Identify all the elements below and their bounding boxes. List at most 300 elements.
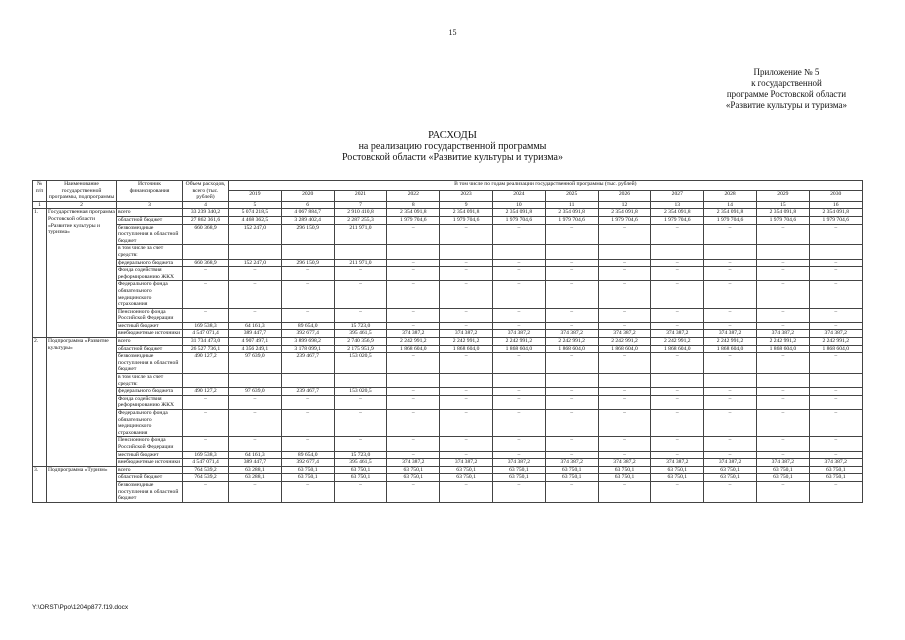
year-value-cell: 63 750,1 (809, 466, 862, 474)
year-value-cell: – (598, 267, 651, 281)
year-value-cell: – (334, 481, 387, 502)
section-number: 3. (33, 466, 47, 502)
total-cell: 169 538,3 (183, 451, 229, 459)
year-value-cell: 1 979 704,6 (651, 216, 704, 224)
year-value-cell: 4 356 249,1 (229, 345, 282, 353)
year-value-cell: 63 750,1 (756, 474, 809, 482)
year-value-cell: 374 387,2 (387, 459, 440, 467)
total-cell: 764 539,2 (183, 474, 229, 482)
year-value-cell: 374 387,2 (651, 330, 704, 338)
header-year: 2024 (492, 191, 545, 201)
year-value-cell: 2 242 991,2 (809, 338, 862, 346)
total-cell: 33 239 340,2 (183, 209, 229, 217)
header-total: Объем расходов, всего (тыс. рублей) (183, 181, 229, 202)
funding-source: в том числе за счет средств: (117, 374, 183, 388)
year-value-cell: – (387, 259, 440, 267)
year-value-cell: – (651, 267, 704, 281)
header-year: 2020 (281, 191, 334, 201)
year-value-cell: 374 387,2 (545, 330, 598, 338)
year-value-cell: – (598, 259, 651, 267)
year-value-cell (387, 245, 440, 259)
year-value-cell: 63 288,1 (229, 466, 282, 474)
column-index-cell: 6 (281, 201, 334, 209)
total-cell (183, 245, 229, 259)
year-value-cell: – (809, 259, 862, 267)
year-value-cell: – (651, 451, 704, 459)
year-value-cell: 1 979 704,6 (598, 216, 651, 224)
year-value-cell: – (809, 451, 862, 459)
total-cell: 26 527 736,1 (183, 345, 229, 353)
year-value-cell: – (598, 481, 651, 502)
year-value-cell (440, 245, 493, 259)
table-row (33, 267, 863, 281)
year-value-cell: 2 354 091,8 (440, 209, 493, 217)
funding-source: местный бюджет (117, 451, 183, 459)
total-cell: – (183, 267, 229, 281)
year-value-cell: – (440, 395, 493, 409)
year-value-cell: 3 899 698,2 (281, 338, 334, 346)
year-value-cell: – (809, 308, 862, 322)
year-value-cell (229, 245, 282, 259)
year-value-cell (598, 245, 651, 259)
table-row (33, 330, 863, 338)
year-value-cell: – (545, 281, 598, 308)
year-value-cell: 1 979 704,6 (545, 216, 598, 224)
year-value-cell (545, 374, 598, 388)
funding-source: всего (117, 209, 183, 217)
table-row (33, 437, 863, 451)
year-value-cell: – (440, 322, 493, 330)
year-value-cell (334, 245, 387, 259)
year-value-cell: – (809, 224, 862, 245)
year-value-cell: – (545, 322, 598, 330)
year-value-cell: – (598, 410, 651, 437)
year-value-cell: 2 242 991,2 (704, 338, 757, 346)
year-value-cell: 63 750,1 (704, 466, 757, 474)
year-value-cell: 2 175 951,9 (334, 345, 387, 353)
year-value-cell: – (651, 395, 704, 409)
document-title (0, 130, 905, 163)
year-value-cell: – (281, 395, 334, 409)
column-index-cell: 15 (756, 201, 809, 209)
year-value-cell: – (492, 395, 545, 409)
year-value-cell: 2 354 091,8 (756, 209, 809, 217)
year-value-cell: 374 387,2 (387, 330, 440, 338)
year-value-cell: – (334, 308, 387, 322)
year-value-cell: 239 467,7 (281, 353, 334, 374)
year-value-cell: – (598, 451, 651, 459)
total-cell: 764 539,2 (183, 466, 229, 474)
funding-source: областной бюджет (117, 216, 183, 224)
year-value-cell: 392 677,4 (281, 459, 334, 467)
year-value-cell: – (334, 395, 387, 409)
year-value-cell: 2 354 091,8 (545, 209, 598, 217)
year-value-cell: 374 387,2 (440, 330, 493, 338)
year-value-cell: 4 468 362,5 (229, 216, 282, 224)
total-cell: 169 538,3 (183, 322, 229, 330)
header-year: 2023 (440, 191, 493, 201)
year-value-cell: 374 387,2 (598, 459, 651, 467)
year-value-cell: – (440, 308, 493, 322)
year-value-cell: 1 868 604,0 (545, 345, 598, 353)
year-value-cell: – (229, 410, 282, 437)
section-number: 1. (33, 209, 47, 338)
year-value-cell (281, 374, 334, 388)
year-value-cell: – (704, 322, 757, 330)
year-value-cell (229, 374, 282, 388)
year-value-cell: 389 447,7 (229, 459, 282, 467)
year-value-cell: 63 750,1 (281, 474, 334, 482)
year-value-cell: – (756, 308, 809, 322)
year-value-cell: – (598, 353, 651, 374)
column-index-cell: 5 (229, 201, 282, 209)
header-year: 2027 (651, 191, 704, 201)
header-year: 2021 (334, 191, 387, 201)
appendix-line: «Развитие культуры и туризма» (725, 100, 847, 110)
year-value-cell: 2 740 356,9 (334, 338, 387, 346)
total-cell: 27 862 361,6 (183, 216, 229, 224)
year-value-cell: 63 750,1 (545, 466, 598, 474)
funding-source: внебюджетные источники (117, 459, 183, 467)
year-value-cell: – (809, 395, 862, 409)
year-value-cell: 1 979 704,6 (704, 216, 757, 224)
year-value-cell: – (545, 388, 598, 396)
year-value-cell: – (651, 224, 704, 245)
year-value-cell: 1 868 604,0 (492, 345, 545, 353)
year-value-cell: – (440, 259, 493, 267)
year-value-cell: 89 654,0 (281, 322, 334, 330)
year-value-cell: 374 387,2 (545, 459, 598, 467)
year-value-cell (809, 374, 862, 388)
year-value-cell: – (440, 353, 493, 374)
total-cell: 31 734 473,0 (183, 338, 229, 346)
funding-source: Федерального фонда обязательного медицинского страхования (117, 281, 183, 308)
table-row (33, 388, 863, 396)
year-value-cell: 395 461,5 (334, 330, 387, 338)
year-value-cell: – (756, 481, 809, 502)
year-value-cell: – (809, 281, 862, 308)
appendix-header (726, 67, 847, 111)
funding-source: всего (117, 338, 183, 346)
total-cell (183, 374, 229, 388)
year-value-cell: – (651, 353, 704, 374)
total-cell: – (183, 481, 229, 502)
year-value-cell: 1 979 704,6 (756, 216, 809, 224)
year-value-cell: 64 161,3 (229, 322, 282, 330)
header-year: 2019 (229, 191, 282, 201)
table-row (33, 395, 863, 409)
year-value-cell: 296 150,9 (281, 224, 334, 245)
total-cell: 4 547 071,4 (183, 330, 229, 338)
funding-source: Фонда содействия реформированию ЖКХ (117, 267, 183, 281)
funding-source: в том числе за счет средств: (117, 245, 183, 259)
year-value-cell: 97 639,0 (229, 353, 282, 374)
year-value-cell: – (598, 437, 651, 451)
column-index-cell: 13 (651, 201, 704, 209)
year-value-cell (704, 245, 757, 259)
year-value-cell: – (440, 281, 493, 308)
funding-source: федерального бюджета (117, 388, 183, 396)
funding-source: Федерального фонда обязательного медицинского страхования (117, 410, 183, 437)
year-value-cell: – (704, 410, 757, 437)
year-value-cell: 374 387,2 (492, 459, 545, 467)
year-value-cell: – (334, 437, 387, 451)
column-index-cell: 3 (117, 201, 183, 209)
year-value-cell: – (756, 353, 809, 374)
year-value-cell: – (545, 259, 598, 267)
header-num: № п/п (33, 181, 47, 202)
header-source: Источник финансирования (117, 181, 183, 202)
year-value-cell: – (545, 353, 598, 374)
year-value-cell: – (545, 267, 598, 281)
year-value-cell: 1 868 604,0 (809, 345, 862, 353)
column-index-cell: 8 (387, 201, 440, 209)
year-value-cell: – (387, 395, 440, 409)
column-index-cell: 1 (33, 201, 47, 209)
funding-source: безвозмездные поступления в областной бюджет (117, 224, 183, 245)
year-value-cell: – (492, 308, 545, 322)
column-index-cell: 12 (598, 201, 651, 209)
year-value-cell (756, 374, 809, 388)
year-value-cell: – (440, 388, 493, 396)
table-row (33, 338, 863, 346)
funding-source: областной бюджет (117, 345, 183, 353)
year-value-cell: – (492, 410, 545, 437)
year-value-cell: – (492, 267, 545, 281)
year-value-cell: 153 020,5 (334, 388, 387, 396)
year-value-cell: – (809, 410, 862, 437)
year-value-cell: – (756, 410, 809, 437)
year-value-cell: – (704, 481, 757, 502)
year-value-cell: 392 677,4 (281, 330, 334, 338)
total-cell: 490 127,2 (183, 388, 229, 396)
column-index-cell: 10 (492, 201, 545, 209)
title-line: Ростовской области «Развитие культуры и туризма» (341, 152, 563, 163)
appendix-line: программе Ростовской области (726, 89, 847, 99)
year-value-cell: – (598, 281, 651, 308)
total-cell: 4 547 071,4 (183, 459, 229, 467)
year-value-cell: 2 910 410,8 (334, 209, 387, 217)
table-row (33, 322, 863, 330)
year-value-cell: 2 354 091,8 (492, 209, 545, 217)
year-value-cell: 63 750,1 (704, 474, 757, 482)
year-value-cell: – (229, 281, 282, 308)
year-value-cell: – (704, 224, 757, 245)
year-value-cell: – (334, 410, 387, 437)
year-value-cell: 1 979 704,6 (440, 216, 493, 224)
header-name: Наименование государственной программы, подпрограммы (47, 181, 117, 202)
year-value-cell: 211 971,0 (334, 224, 387, 245)
year-value-cell (492, 374, 545, 388)
year-value-cell: – (492, 437, 545, 451)
table-row (33, 281, 863, 308)
year-value-cell: – (387, 410, 440, 437)
table-row (33, 481, 863, 502)
year-value-cell (651, 245, 704, 259)
year-value-cell: 1 868 604,0 (651, 345, 704, 353)
year-value-cell: – (492, 224, 545, 245)
section-name: Государственная программа Ростовской области «Развитие культуры и туризма» (47, 209, 117, 338)
title-line: на реализацию государственной программы (358, 141, 547, 152)
year-value-cell: – (545, 437, 598, 451)
year-value-cell: – (387, 281, 440, 308)
year-value-cell: – (704, 395, 757, 409)
year-value-cell: 63 750,1 (651, 474, 704, 482)
header-year: 2028 (704, 191, 757, 201)
table-row (33, 345, 863, 353)
year-value-cell: 2 354 091,8 (809, 209, 862, 217)
year-value-cell: 2 354 091,8 (704, 209, 757, 217)
year-value-cell: – (809, 267, 862, 281)
total-cell: 660 368,9 (183, 224, 229, 245)
year-value-cell: 2 287 255,3 (334, 216, 387, 224)
year-value-cell: 2 242 991,2 (492, 338, 545, 346)
year-value-cell: 63 750,1 (545, 474, 598, 482)
table-row (33, 308, 863, 322)
year-value-cell: – (281, 437, 334, 451)
year-value-cell: – (809, 388, 862, 396)
table-row (33, 216, 863, 224)
year-value-cell: – (756, 281, 809, 308)
funding-source: внебюджетные источники (117, 330, 183, 338)
table-row (33, 353, 863, 374)
year-value-cell: – (334, 267, 387, 281)
year-value-cell: 374 387,2 (598, 330, 651, 338)
year-value-cell: – (440, 437, 493, 451)
header-year: 2026 (598, 191, 651, 201)
year-value-cell: 1 868 604,0 (704, 345, 757, 353)
year-value-cell: 63 750,1 (334, 474, 387, 482)
year-value-cell (704, 374, 757, 388)
year-value-cell: – (704, 259, 757, 267)
year-value-cell: – (334, 281, 387, 308)
year-value-cell: 63 750,1 (598, 474, 651, 482)
funding-source: Пенсионного фонда Российской Федерации (117, 437, 183, 451)
year-value-cell: – (387, 437, 440, 451)
year-value-cell: – (281, 267, 334, 281)
year-value-cell (440, 374, 493, 388)
year-value-cell (598, 374, 651, 388)
year-value-cell: – (545, 410, 598, 437)
year-value-cell (651, 374, 704, 388)
year-value-cell: – (598, 322, 651, 330)
total-cell: 660 368,9 (183, 259, 229, 267)
year-value-cell: – (387, 308, 440, 322)
year-value-cell: 211 971,0 (334, 259, 387, 267)
year-value-cell (756, 245, 809, 259)
year-value-cell: 2 242 991,2 (387, 338, 440, 346)
year-value-cell: 63 750,1 (387, 466, 440, 474)
column-index-cell: 9 (440, 201, 493, 209)
year-value-cell: – (387, 267, 440, 281)
year-value-cell: 1 868 604,0 (440, 345, 493, 353)
header-year: 2029 (756, 191, 809, 201)
year-value-cell: – (281, 410, 334, 437)
year-value-cell: 374 387,2 (809, 330, 862, 338)
year-value-cell: – (492, 451, 545, 459)
year-value-cell (334, 374, 387, 388)
year-value-cell: – (651, 259, 704, 267)
table-row (33, 451, 863, 459)
year-value-cell: – (651, 410, 704, 437)
year-value-cell: 4 067 884,7 (281, 209, 334, 217)
column-index-cell: 16 (809, 201, 862, 209)
year-value-cell: 374 387,2 (704, 330, 757, 338)
year-value-cell: 2 354 091,8 (387, 209, 440, 217)
table-row (33, 410, 863, 437)
year-value-cell: 395 461,5 (334, 459, 387, 467)
year-value-cell: 1 868 604,0 (387, 345, 440, 353)
year-value-cell: 2 242 991,2 (756, 338, 809, 346)
column-index-cell: 11 (545, 201, 598, 209)
year-value-cell: – (651, 481, 704, 502)
total-cell: – (183, 437, 229, 451)
year-value-cell: 63 750,1 (334, 466, 387, 474)
table-row (33, 466, 863, 474)
year-value-cell: – (229, 267, 282, 281)
year-value-cell: – (545, 451, 598, 459)
year-value-cell: 63 750,1 (598, 466, 651, 474)
year-value-cell: – (387, 224, 440, 245)
column-index-cell: 2 (47, 201, 117, 209)
year-value-cell (809, 245, 862, 259)
year-value-cell: – (756, 259, 809, 267)
table-row (33, 459, 863, 467)
year-value-cell: 63 750,1 (492, 474, 545, 482)
year-value-cell: 1 868 604,0 (756, 345, 809, 353)
year-value-cell: – (545, 308, 598, 322)
funding-source: федерального бюджета (117, 259, 183, 267)
year-value-cell: – (704, 437, 757, 451)
header-year: 2030 (809, 191, 862, 201)
year-value-cell: – (756, 395, 809, 409)
year-value-cell: – (756, 388, 809, 396)
section-name: Подпрограмма «Туризм» (47, 466, 117, 502)
year-value-cell: 374 387,2 (809, 459, 862, 467)
header-year: 2025 (545, 191, 598, 201)
year-value-cell: 2 242 991,2 (598, 338, 651, 346)
year-value-cell: 63 750,1 (756, 466, 809, 474)
year-value-cell: – (651, 281, 704, 308)
table-row (33, 374, 863, 388)
year-value-cell: 15 723,0 (334, 322, 387, 330)
table-header-row (33, 181, 863, 191)
year-value-cell: 2 354 091,8 (651, 209, 704, 217)
year-value-cell: – (704, 267, 757, 281)
year-value-cell: 2 242 991,2 (651, 338, 704, 346)
table-row (33, 209, 863, 217)
year-value-cell: 374 387,2 (440, 459, 493, 467)
year-value-cell (492, 245, 545, 259)
year-value-cell: – (809, 322, 862, 330)
year-value-cell: 153 020,5 (334, 353, 387, 374)
column-index-cell: 7 (334, 201, 387, 209)
funding-source: безвозмездные поступления в областной бюджет (117, 353, 183, 374)
appendix-line: Приложение № 5 (753, 67, 820, 77)
year-value-cell: – (651, 437, 704, 451)
year-value-cell: – (492, 322, 545, 330)
year-value-cell: – (756, 451, 809, 459)
year-value-cell: 15 723,0 (334, 451, 387, 459)
year-value-cell: – (387, 353, 440, 374)
year-value-cell: 3 178 099,1 (281, 345, 334, 353)
year-value-cell: 296 150,9 (281, 259, 334, 267)
year-value-cell: 374 387,2 (492, 330, 545, 338)
column-index-row (33, 201, 863, 209)
year-value-cell: – (704, 353, 757, 374)
year-value-cell: 3 289 402,4 (281, 216, 334, 224)
year-value-cell: 152 247,0 (229, 259, 282, 267)
